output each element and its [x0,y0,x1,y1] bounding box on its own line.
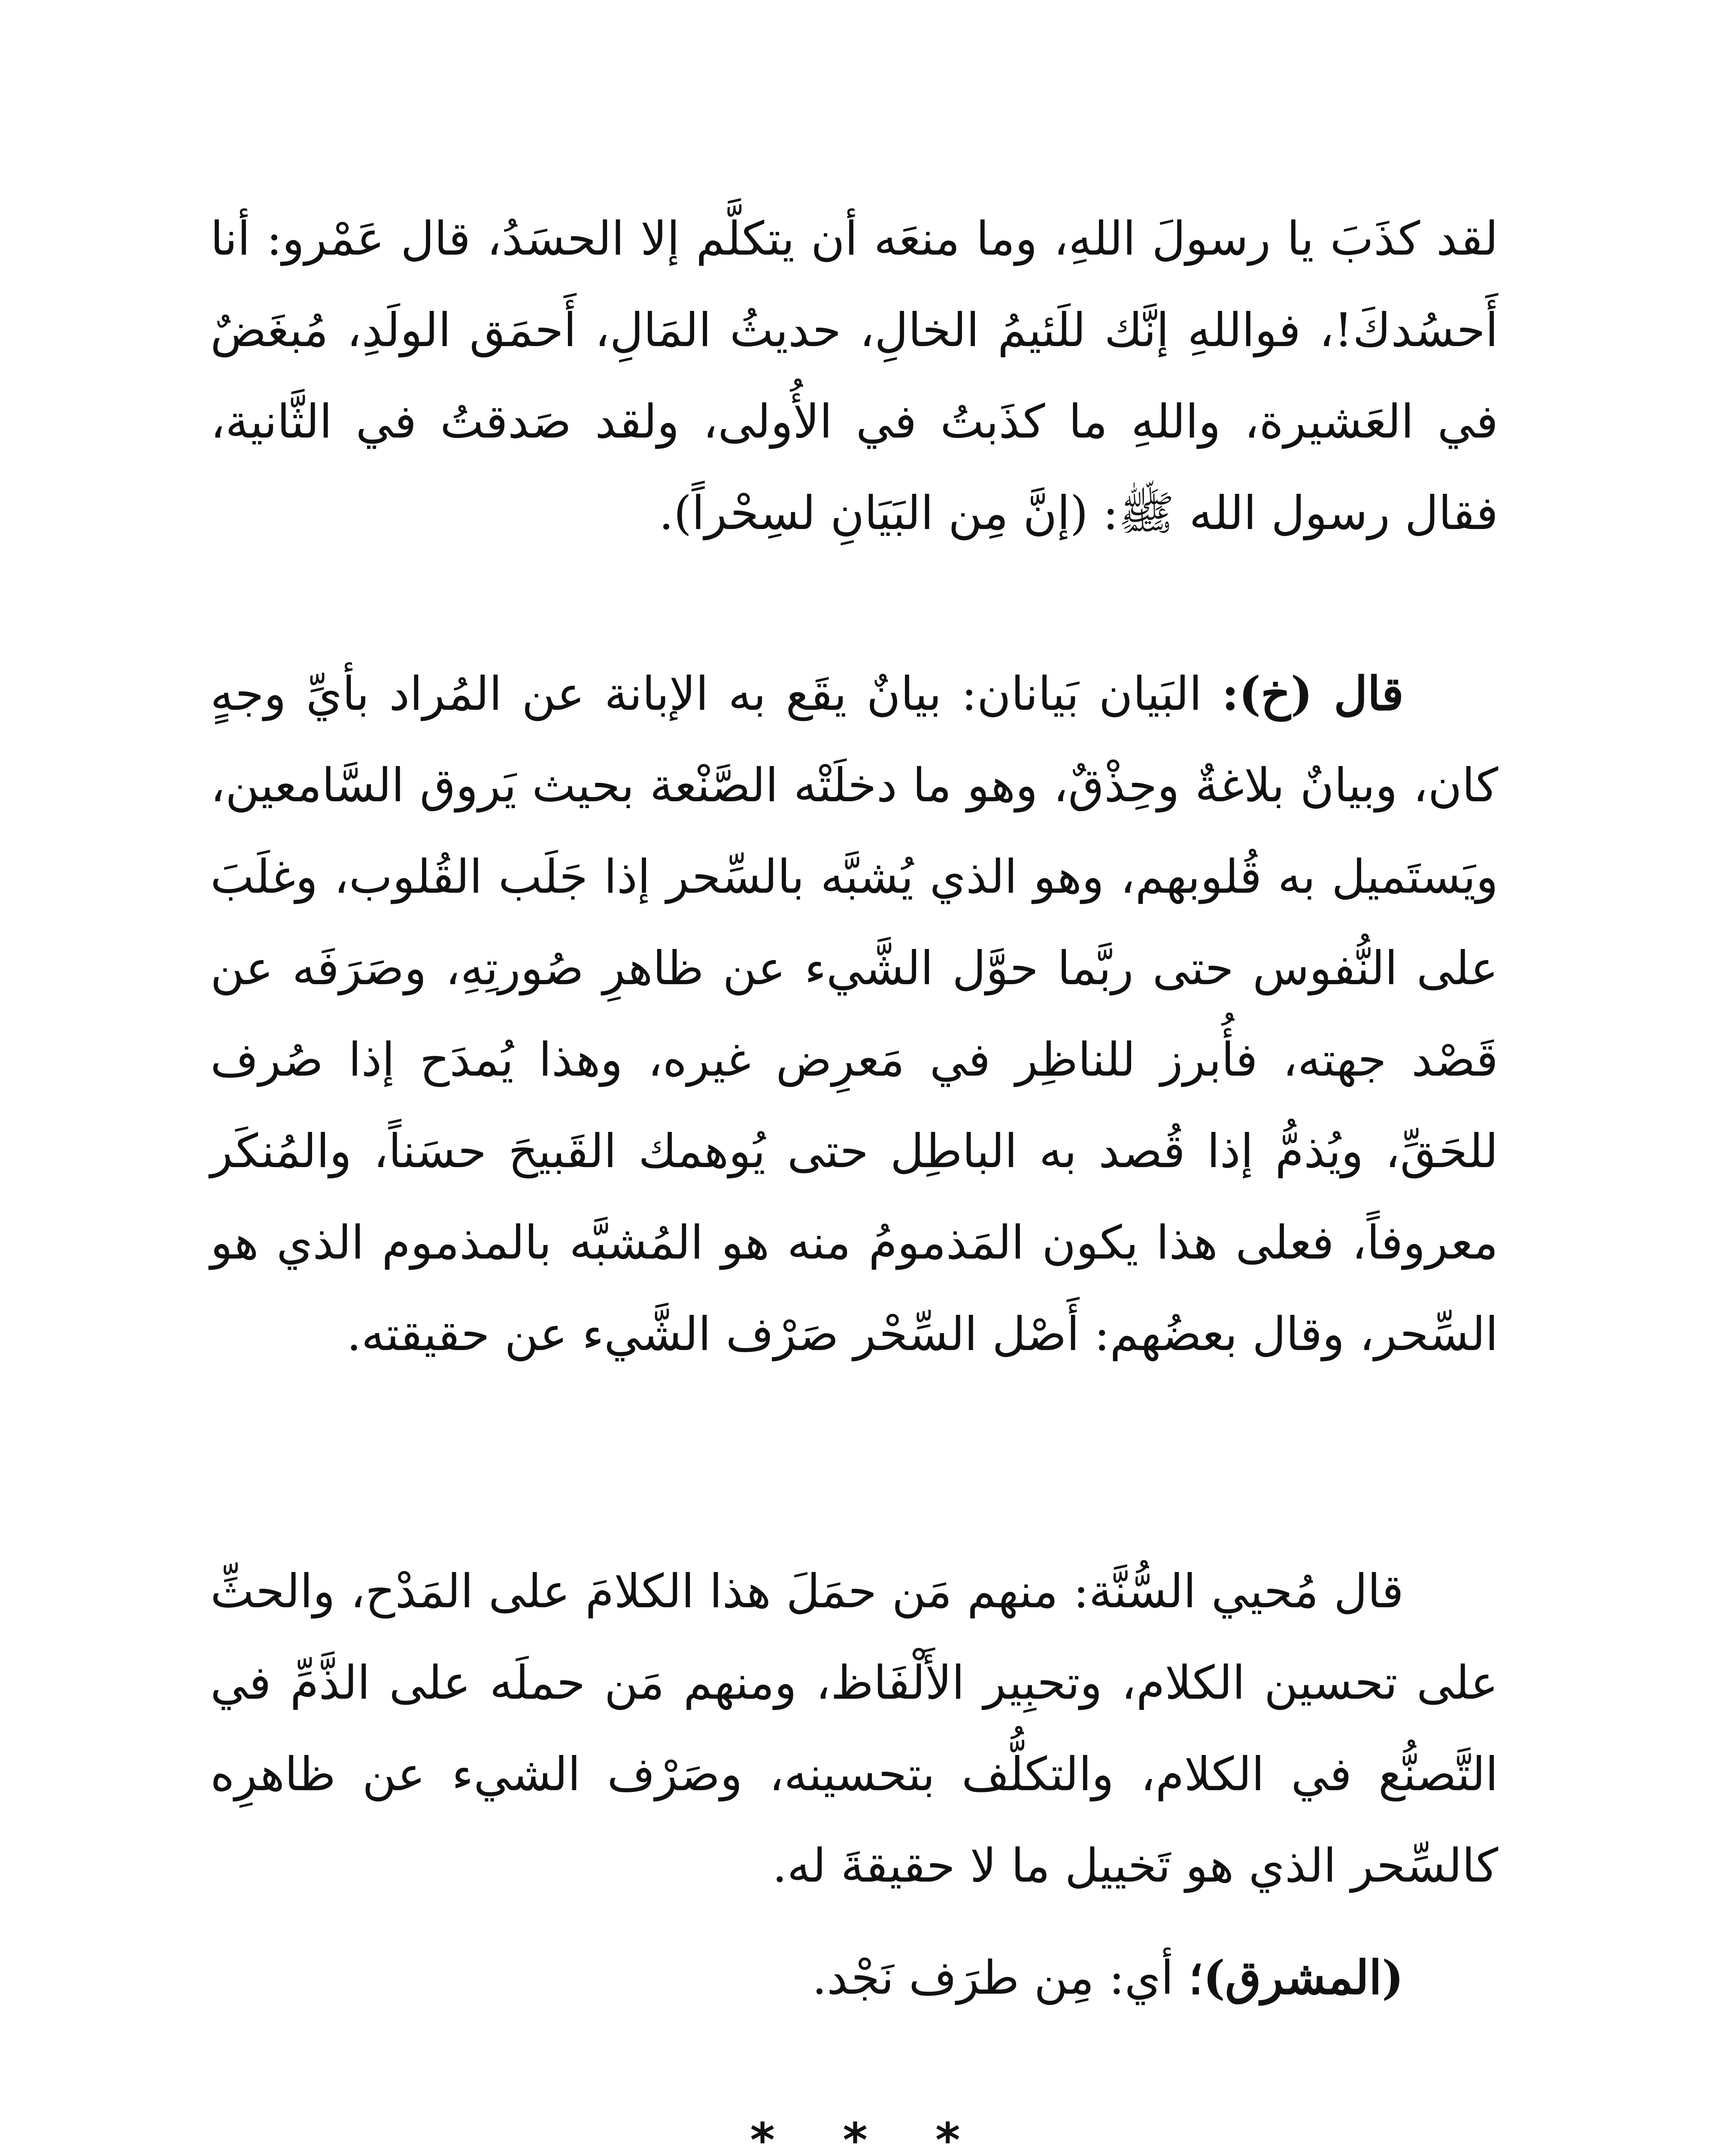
paragraph-text: أي: مِن طرَف نَجْد. [812,1951,1189,2005]
paragraph-text: لقد كذَبَ يا رسولَ اللهِ، وما منعَه أن يتكلَّم إلا الحسَدُ، قال عَمْرو: أنا أَحسُدكَ!، فواللهِ إنَّك للَئيمُ الخالِ، حديثُ المَالِ، أَحمَق الولَدِ، مُبغَضٌ في العَشيرة، واللهِ ما كذَبتُ في الأُولى، ولقد صَدقتُ في الثَّانية، فقال رسول الله ﷺ: (إنَّ مِن البَيَانِ لسِحْراً). [210,212,1498,540]
paragraph-text: البَيان بَيانان: بيانٌ يقَع به الإبانة عن المُراد بأيِّ وجهٍ كان، وبيانٌ بلاغةٌ وحِذْقٌ، وهو ما دخلَتْه الصَّنْعة بحيث يَروق السَّامعين، ويَستَميل به قُلوبهم، وهو الذي يُشبَّه بالسِّحر إذا جَلَب القُلوب، وغلَبَ على النُّفوس حتى ربَّما حوَّل الشَّيء عن ظاهرِ صُورتِهِ، وصَرَفَه عن قَصْد جهته، فأُبرز للناظِر في مَعرِض غيره، وهذا يُمدَح إذا صُرف للحَقِّ، ويُذمُّ إذا قُصد به الباطِل حتى يُوهمك القَبيحَ حسَناً، والمُنكَر معروفاً، فعلى هذا يكون المَذمومُ منه هو المُشبَّه بالمذموم الذي هو السِّحر، وقال بعضُهم: أَصْل السِّحْر صَرْف الشَّيء عن حقيقته. [210,667,1498,1361]
paragraph-text: قال مُحيي السُّنَّة: منهم مَن حمَلَ هذا الكلامَ على المَدْح، والحثِّ على تحسين الكلام، وتحبِير الأَلْفَاظ، ومنهم مَن حملَه على الذَّمِّ في التَّصنُّع في الكلام، والتكلُّف بتحسينه، وصَرْف الشيء عن ظاهرِه كالسِّحر الذي هو تَخييل ما لا حقيقةَ له. [210,1565,1498,1893]
paragraph-al-mashriq [210,1932,1498,2024]
paragraph-muhyi-al-sunna [210,1546,1498,1912]
section-separator: * * * [750,2113,986,2147]
paragraph-commentary-kh [210,648,1498,1380]
paragraph-lead: (المشرق)؛ [1188,1951,1404,2005]
paragraph-hadith-continuation [210,193,1498,559]
paragraph-lead: قال (خ): [1221,667,1404,721]
